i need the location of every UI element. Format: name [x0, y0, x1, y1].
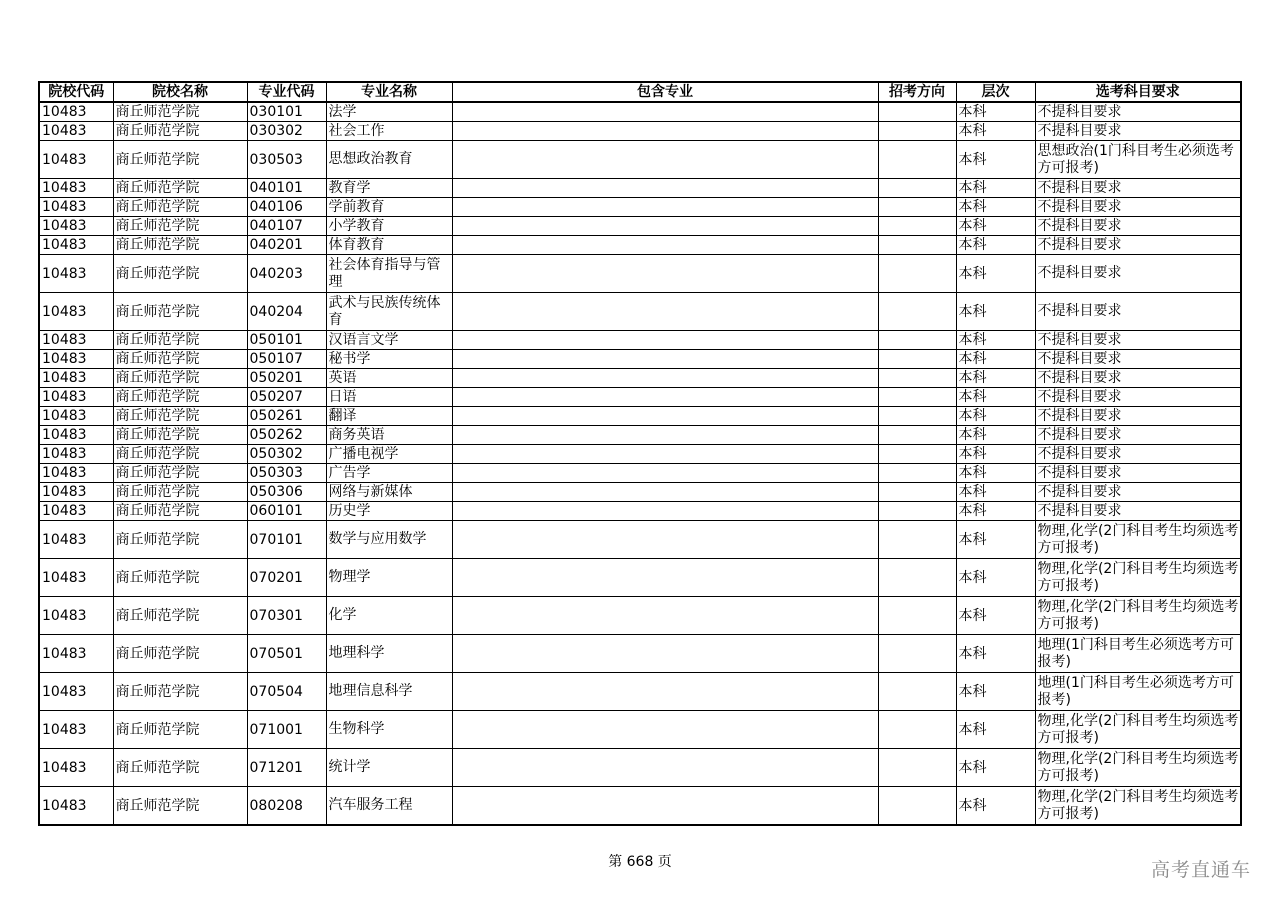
level-cell: 本科	[956, 350, 1035, 369]
school-name-cell: 商丘师范学院	[113, 673, 247, 711]
major-code-cell: 030101	[247, 102, 326, 122]
school-code-cell: 10483	[39, 179, 113, 198]
table-row	[39, 426, 1241, 445]
major-name-cell: 物理学	[326, 559, 452, 597]
school-code-cell: 10483	[39, 236, 113, 255]
level-cell: 本科	[956, 369, 1035, 388]
direction-cell	[878, 217, 956, 236]
included-majors-cell	[452, 559, 878, 597]
included-majors-cell	[452, 198, 878, 217]
level-cell: 本科	[956, 597, 1035, 635]
level-cell: 本科	[956, 236, 1035, 255]
included-majors-cell	[452, 502, 878, 521]
header-major-code: 专业代码	[247, 82, 326, 102]
direction-cell	[878, 787, 956, 826]
subject-requirement-cell: 不提科目要求	[1035, 255, 1241, 293]
subject-requirement-cell: 不提科目要求	[1035, 293, 1241, 331]
included-majors-cell	[452, 122, 878, 141]
school-name-cell: 商丘师范学院	[113, 635, 247, 673]
table-row	[39, 749, 1241, 787]
school-name-cell: 商丘师范学院	[113, 502, 247, 521]
level-cell: 本科	[956, 255, 1035, 293]
major-name-cell: 广告学	[326, 464, 452, 483]
school-code-cell: 10483	[39, 102, 113, 122]
major-code-cell: 071001	[247, 711, 326, 749]
major-name-cell: 英语	[326, 369, 452, 388]
subject-requirement-cell: 不提科目要求	[1035, 388, 1241, 407]
direction-cell	[878, 502, 956, 521]
school-name-cell: 商丘师范学院	[113, 521, 247, 559]
subject-requirement-cell: 不提科目要求	[1035, 464, 1241, 483]
level-cell: 本科	[956, 559, 1035, 597]
header-included-majors: 包含专业	[452, 82, 878, 102]
major-name-cell: 秘书学	[326, 350, 452, 369]
level-cell: 本科	[956, 787, 1035, 826]
subject-requirement-cell: 思想政治(1门科目考生必须选考方可报考)	[1035, 141, 1241, 179]
school-code-cell: 10483	[39, 483, 113, 502]
school-code-cell: 10483	[39, 388, 113, 407]
subject-requirement-cell: 不提科目要求	[1035, 122, 1241, 141]
table-row	[39, 198, 1241, 217]
subject-requirement-cell: 不提科目要求	[1035, 407, 1241, 426]
school-name-cell: 商丘师范学院	[113, 198, 247, 217]
school-name-cell: 商丘师范学院	[113, 102, 247, 122]
header-direction: 招考方向	[878, 82, 956, 102]
direction-cell	[878, 179, 956, 198]
included-majors-cell	[452, 521, 878, 559]
direction-cell	[878, 255, 956, 293]
table-row	[39, 122, 1241, 141]
table-row	[39, 635, 1241, 673]
subject-requirement-cell: 不提科目要求	[1035, 102, 1241, 122]
table-header	[39, 82, 1241, 102]
included-majors-cell	[452, 369, 878, 388]
table-body	[39, 102, 1241, 825]
major-name-cell: 体育教育	[326, 236, 452, 255]
table-row	[39, 521, 1241, 559]
direction-cell	[878, 122, 956, 141]
included-majors-cell	[452, 236, 878, 255]
school-code-cell: 10483	[39, 293, 113, 331]
level-cell: 本科	[956, 635, 1035, 673]
level-cell: 本科	[956, 388, 1035, 407]
major-name-cell: 网络与新媒体	[326, 483, 452, 502]
major-code-cell: 040204	[247, 293, 326, 331]
major-code-cell: 050302	[247, 445, 326, 464]
level-cell: 本科	[956, 445, 1035, 464]
major-code-cell: 030302	[247, 122, 326, 141]
major-code-cell: 050262	[247, 426, 326, 445]
direction-cell	[878, 102, 956, 122]
major-code-cell: 070301	[247, 597, 326, 635]
table-row	[39, 483, 1241, 502]
major-name-cell: 生物科学	[326, 711, 452, 749]
direction-cell	[878, 749, 956, 787]
included-majors-cell	[452, 331, 878, 350]
included-majors-cell	[452, 407, 878, 426]
table-row	[39, 141, 1241, 179]
included-majors-cell	[452, 102, 878, 122]
major-name-cell: 社会工作	[326, 122, 452, 141]
school-code-cell: 10483	[39, 122, 113, 141]
table-row	[39, 179, 1241, 198]
major-code-cell: 080208	[247, 787, 326, 826]
school-code-cell: 10483	[39, 464, 113, 483]
subject-requirement-cell: 不提科目要求	[1035, 350, 1241, 369]
watermark: 高考直通车	[1150, 859, 1251, 881]
table-row	[39, 236, 1241, 255]
major-name-cell: 化学	[326, 597, 452, 635]
major-code-cell: 050107	[247, 350, 326, 369]
table-row	[39, 369, 1241, 388]
level-cell: 本科	[956, 331, 1035, 350]
table-row	[39, 502, 1241, 521]
subject-requirement-cell: 不提科目要求	[1035, 179, 1241, 198]
included-majors-cell	[452, 787, 878, 826]
school-code-cell: 10483	[39, 635, 113, 673]
table-row	[39, 407, 1241, 426]
school-code-cell: 10483	[39, 445, 113, 464]
subject-requirement-cell: 物理,化学(2门科目考生均须选考方可报考)	[1035, 559, 1241, 597]
major-code-cell: 050101	[247, 331, 326, 350]
major-code-cell: 030503	[247, 141, 326, 179]
level-cell: 本科	[956, 217, 1035, 236]
level-cell: 本科	[956, 179, 1035, 198]
direction-cell	[878, 521, 956, 559]
direction-cell	[878, 350, 956, 369]
header-major-name: 专业名称	[326, 82, 452, 102]
level-cell: 本科	[956, 483, 1035, 502]
school-name-cell: 商丘师范学院	[113, 369, 247, 388]
table-row	[39, 464, 1241, 483]
major-name-cell: 地理科学	[326, 635, 452, 673]
admissions-table	[38, 81, 1242, 826]
school-code-cell: 10483	[39, 255, 113, 293]
school-name-cell: 商丘师范学院	[113, 141, 247, 179]
table-row	[39, 787, 1241, 826]
school-name-cell: 商丘师范学院	[113, 749, 247, 787]
included-majors-cell	[452, 749, 878, 787]
major-code-cell: 070101	[247, 521, 326, 559]
level-cell: 本科	[956, 749, 1035, 787]
subject-requirement-cell: 物理,化学(2门科目考生均须选考方可报考)	[1035, 749, 1241, 787]
direction-cell	[878, 483, 956, 502]
included-majors-cell	[452, 464, 878, 483]
table-row	[39, 711, 1241, 749]
table-row	[39, 331, 1241, 350]
level-cell: 本科	[956, 293, 1035, 331]
subject-requirement-cell: 物理,化学(2门科目考生均须选考方可报考)	[1035, 597, 1241, 635]
school-code-cell: 10483	[39, 559, 113, 597]
school-code-cell: 10483	[39, 426, 113, 445]
school-name-cell: 商丘师范学院	[113, 179, 247, 198]
table-row	[39, 388, 1241, 407]
school-code-cell: 10483	[39, 787, 113, 826]
school-name-cell: 商丘师范学院	[113, 597, 247, 635]
direction-cell	[878, 236, 956, 255]
major-code-cell: 060101	[247, 502, 326, 521]
header-level: 层次	[956, 82, 1035, 102]
major-name-cell: 地理信息科学	[326, 673, 452, 711]
direction-cell	[878, 635, 956, 673]
school-name-cell: 商丘师范学院	[113, 388, 247, 407]
level-cell: 本科	[956, 711, 1035, 749]
header-school-name: 院校名称	[113, 82, 247, 102]
school-name-cell: 商丘师范学院	[113, 217, 247, 236]
included-majors-cell	[452, 635, 878, 673]
major-code-cell: 040201	[247, 236, 326, 255]
included-majors-cell	[452, 141, 878, 179]
subject-requirement-cell: 不提科目要求	[1035, 217, 1241, 236]
school-code-cell: 10483	[39, 673, 113, 711]
major-name-cell: 法学	[326, 102, 452, 122]
school-name-cell: 商丘师范学院	[113, 426, 247, 445]
major-name-cell: 教育学	[326, 179, 452, 198]
major-code-cell: 050261	[247, 407, 326, 426]
level-cell: 本科	[956, 464, 1035, 483]
major-code-cell: 040203	[247, 255, 326, 293]
major-code-cell: 071201	[247, 749, 326, 787]
major-name-cell: 广播电视学	[326, 445, 452, 464]
included-majors-cell	[452, 426, 878, 445]
school-name-cell: 商丘师范学院	[113, 236, 247, 255]
major-name-cell: 日语	[326, 388, 452, 407]
table-row	[39, 559, 1241, 597]
major-name-cell: 汉语言文学	[326, 331, 452, 350]
header-row	[39, 82, 1241, 102]
school-name-cell: 商丘师范学院	[113, 293, 247, 331]
major-code-cell: 050207	[247, 388, 326, 407]
direction-cell	[878, 673, 956, 711]
major-code-cell: 040101	[247, 179, 326, 198]
major-name-cell: 学前教育	[326, 198, 452, 217]
major-code-cell: 050306	[247, 483, 326, 502]
major-code-cell: 070504	[247, 673, 326, 711]
school-name-cell: 商丘师范学院	[113, 711, 247, 749]
major-code-cell: 050303	[247, 464, 326, 483]
school-name-cell: 商丘师范学院	[113, 122, 247, 141]
included-majors-cell	[452, 179, 878, 198]
direction-cell	[878, 559, 956, 597]
major-code-cell: 070501	[247, 635, 326, 673]
included-majors-cell	[452, 445, 878, 464]
table-row	[39, 217, 1241, 236]
major-name-cell: 武术与民族传统体育	[326, 293, 452, 331]
included-majors-cell	[452, 673, 878, 711]
major-name-cell: 社会体育指导与管理	[326, 255, 452, 293]
major-name-cell: 思想政治教育	[326, 141, 452, 179]
subject-requirement-cell: 不提科目要求	[1035, 445, 1241, 464]
school-name-cell: 商丘师范学院	[113, 331, 247, 350]
direction-cell	[878, 388, 956, 407]
level-cell: 本科	[956, 502, 1035, 521]
direction-cell	[878, 141, 956, 179]
school-name-cell: 商丘师范学院	[113, 445, 247, 464]
direction-cell	[878, 464, 956, 483]
school-name-cell: 商丘师范学院	[113, 559, 247, 597]
subject-requirement-cell: 不提科目要求	[1035, 331, 1241, 350]
direction-cell	[878, 293, 956, 331]
school-code-cell: 10483	[39, 502, 113, 521]
included-majors-cell	[452, 293, 878, 331]
header-school-code: 院校代码	[39, 82, 113, 102]
major-code-cell: 050201	[247, 369, 326, 388]
level-cell: 本科	[956, 521, 1035, 559]
level-cell: 本科	[956, 198, 1035, 217]
school-code-cell: 10483	[39, 141, 113, 179]
school-code-cell: 10483	[39, 597, 113, 635]
subject-requirement-cell: 物理,化学(2门科目考生均须选考方可报考)	[1035, 711, 1241, 749]
school-code-cell: 10483	[39, 369, 113, 388]
included-majors-cell	[452, 388, 878, 407]
included-majors-cell	[452, 255, 878, 293]
subject-requirement-cell: 地理(1门科目考生必须选考方可报考)	[1035, 673, 1241, 711]
school-code-cell: 10483	[39, 217, 113, 236]
included-majors-cell	[452, 217, 878, 236]
school-code-cell: 10483	[39, 521, 113, 559]
subject-requirement-cell: 不提科目要求	[1035, 483, 1241, 502]
school-code-cell: 10483	[39, 331, 113, 350]
subject-requirement-cell: 物理,化学(2门科目考生均须选考方可报考)	[1035, 521, 1241, 559]
table-row	[39, 445, 1241, 464]
school-name-cell: 商丘师范学院	[113, 483, 247, 502]
school-name-cell: 商丘师范学院	[113, 464, 247, 483]
school-code-cell: 10483	[39, 749, 113, 787]
subject-requirement-cell: 不提科目要求	[1035, 198, 1241, 217]
school-code-cell: 10483	[39, 350, 113, 369]
level-cell: 本科	[956, 122, 1035, 141]
table-row	[39, 255, 1241, 293]
table-row	[39, 597, 1241, 635]
major-name-cell: 翻译	[326, 407, 452, 426]
major-code-cell: 040106	[247, 198, 326, 217]
level-cell: 本科	[956, 426, 1035, 445]
direction-cell	[878, 597, 956, 635]
subject-requirement-cell: 物理,化学(2门科目考生均须选考方可报考)	[1035, 787, 1241, 826]
subject-requirement-cell: 地理(1门科目考生必须选考方可报考)	[1035, 635, 1241, 673]
school-code-cell: 10483	[39, 198, 113, 217]
subject-requirement-cell: 不提科目要求	[1035, 236, 1241, 255]
direction-cell	[878, 331, 956, 350]
subject-requirement-cell: 不提科目要求	[1035, 426, 1241, 445]
major-name-cell: 汽车服务工程	[326, 787, 452, 826]
major-name-cell: 历史学	[326, 502, 452, 521]
table-row	[39, 293, 1241, 331]
table-row	[39, 102, 1241, 122]
major-name-cell: 小学教育	[326, 217, 452, 236]
level-cell: 本科	[956, 407, 1035, 426]
school-name-cell: 商丘师范学院	[113, 407, 247, 426]
direction-cell	[878, 369, 956, 388]
direction-cell	[878, 445, 956, 464]
school-code-cell: 10483	[39, 711, 113, 749]
included-majors-cell	[452, 711, 878, 749]
school-name-cell: 商丘师范学院	[113, 255, 247, 293]
school-name-cell: 商丘师范学院	[113, 350, 247, 369]
subject-requirement-cell: 不提科目要求	[1035, 502, 1241, 521]
direction-cell	[878, 407, 956, 426]
level-cell: 本科	[956, 141, 1035, 179]
direction-cell	[878, 426, 956, 445]
major-name-cell: 数学与应用数学	[326, 521, 452, 559]
table-row	[39, 350, 1241, 369]
level-cell: 本科	[956, 673, 1035, 711]
included-majors-cell	[452, 597, 878, 635]
major-code-cell: 070201	[247, 559, 326, 597]
school-name-cell: 商丘师范学院	[113, 787, 247, 826]
subject-requirement-cell: 不提科目要求	[1035, 369, 1241, 388]
major-name-cell: 商务英语	[326, 426, 452, 445]
major-name-cell: 统计学	[326, 749, 452, 787]
level-cell: 本科	[956, 102, 1035, 122]
header-subject-requirement: 选考科目要求	[1035, 82, 1241, 102]
direction-cell	[878, 711, 956, 749]
included-majors-cell	[452, 483, 878, 502]
school-code-cell: 10483	[39, 407, 113, 426]
included-majors-cell	[452, 350, 878, 369]
page-number: 第 668 页	[608, 854, 672, 870]
table-row	[39, 673, 1241, 711]
direction-cell	[878, 198, 956, 217]
major-code-cell: 040107	[247, 217, 326, 236]
